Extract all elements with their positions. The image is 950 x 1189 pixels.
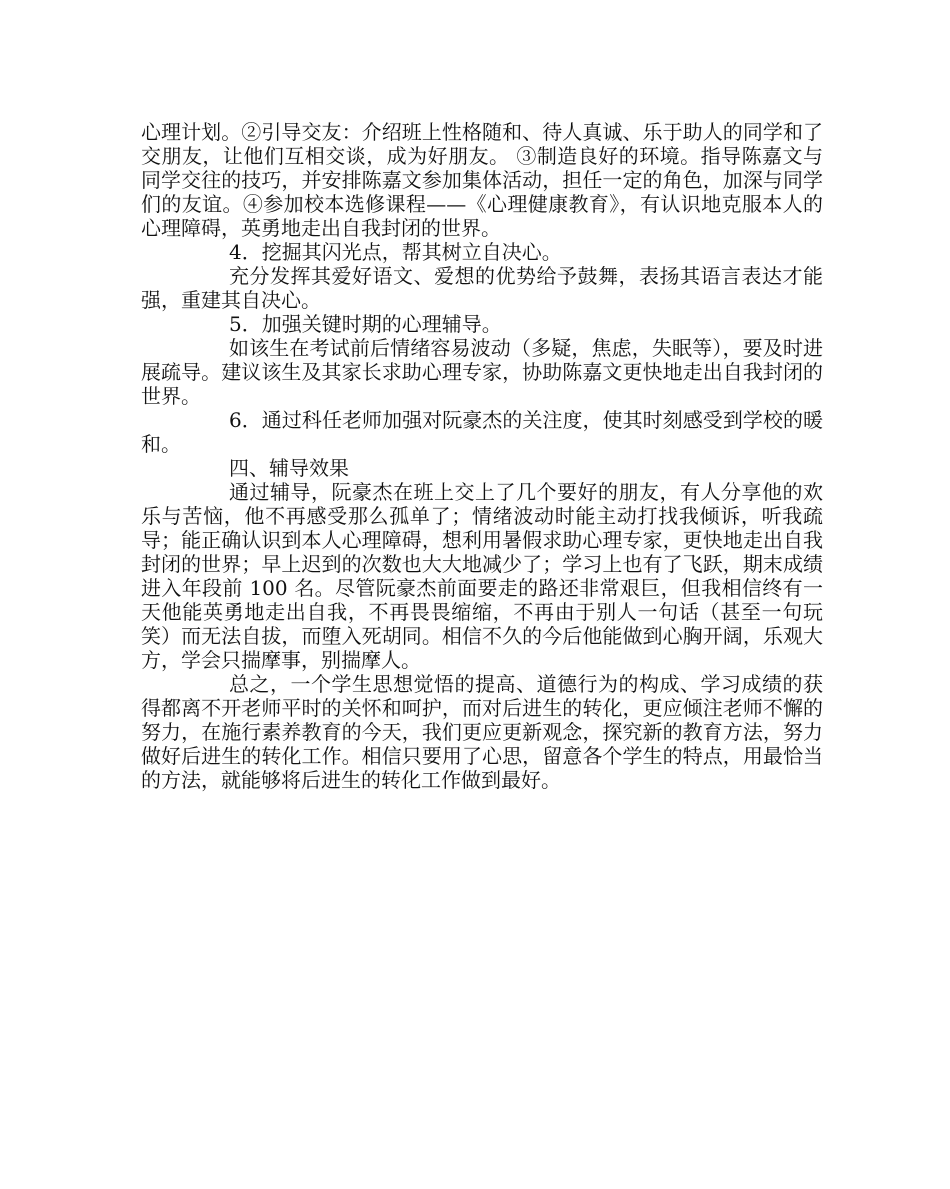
paragraph-effect: 通过辅导，阮豪杰在班上交上了几个要好的朋友，有人分享他的欢乐与苦恼，他不再感受那么孤单了；情绪波动时能主动打找我倾诉，听我疏导；能正确认识到本人心理障碍，想利用暑假求助心理专家，更快地走出自我封闭的世界；早上迟到的次数也大大地减少了；学习上也有了飞跃，期末成绩进入年段前 100 名。尽管阮豪杰前面要走的路还非常艰巨，但我相信终有一天他能英勇地走出自我，不再畏畏缩缩，不再由于别人一句话（甚至一句玩笑）而无法自拔，而堕入死胡同。相信不久的今后他能做到心胸开阔，乐观大方，学会只揣摩事，别揣摩人。 — [141, 480, 823, 672]
paragraph-item-5: 如该生在考试前后情绪容易波动（多疑，焦虑，失眠等），要及时进展疏导。建议该生及其家长求助心理专家，协助陈嘉文更快地走出自我封闭的世界。 — [141, 336, 823, 408]
paragraph-item-6: 6．通过科任老师加强对阮豪杰的关注度，使其时刻感受到学校的暖和。 — [141, 408, 823, 456]
paragraph-item-4: 充分发挥其爱好语文、爱想的优势给予鼓舞，表扬其语言表达才能强，重建其自决心。 — [141, 264, 823, 312]
heading-item-4: 4．挖掘其闪光点，帮其树立自决心。 — [229, 240, 562, 264]
section-heading-effect: 四、辅导效果 — [229, 456, 349, 480]
heading-item-5: 5．加强关键时期的心理辅导。 — [229, 312, 502, 336]
document-page — [141, 120, 823, 792]
paragraph-conclusion: 总之，一个学生思想觉悟的提高、道德行为的构成、学习成绩的获得都离不开老师平时的关怀和呵护，而对后进生的转化，更应倾注老师不懈的努力，在施行素养教育的今天，我们更应更新观念，探究新的教育方法，努力做好后进生的转化工作。相信只要用了心思，留意各个学生的特点，用最恰当的方法，就能够将后进生的转化工作做到最好。 — [141, 672, 823, 792]
paragraph-plan-continuation: 心理计划。②引导交友：介绍班上性格随和、待人真诚、乐于助人的同学和了交朋友，让他们互相交谈，成为好朋友。 ③制造良好的环境。指导陈嘉文与同学交往的技巧，并安排陈嘉文参加集体活动，担任一定的角色，加深与同学们的友谊。④参加校本选修课程——《心理健康教育》，有认识地克服本人的心理障碍，英勇地走出自我封闭的世界。 — [141, 120, 823, 240]
